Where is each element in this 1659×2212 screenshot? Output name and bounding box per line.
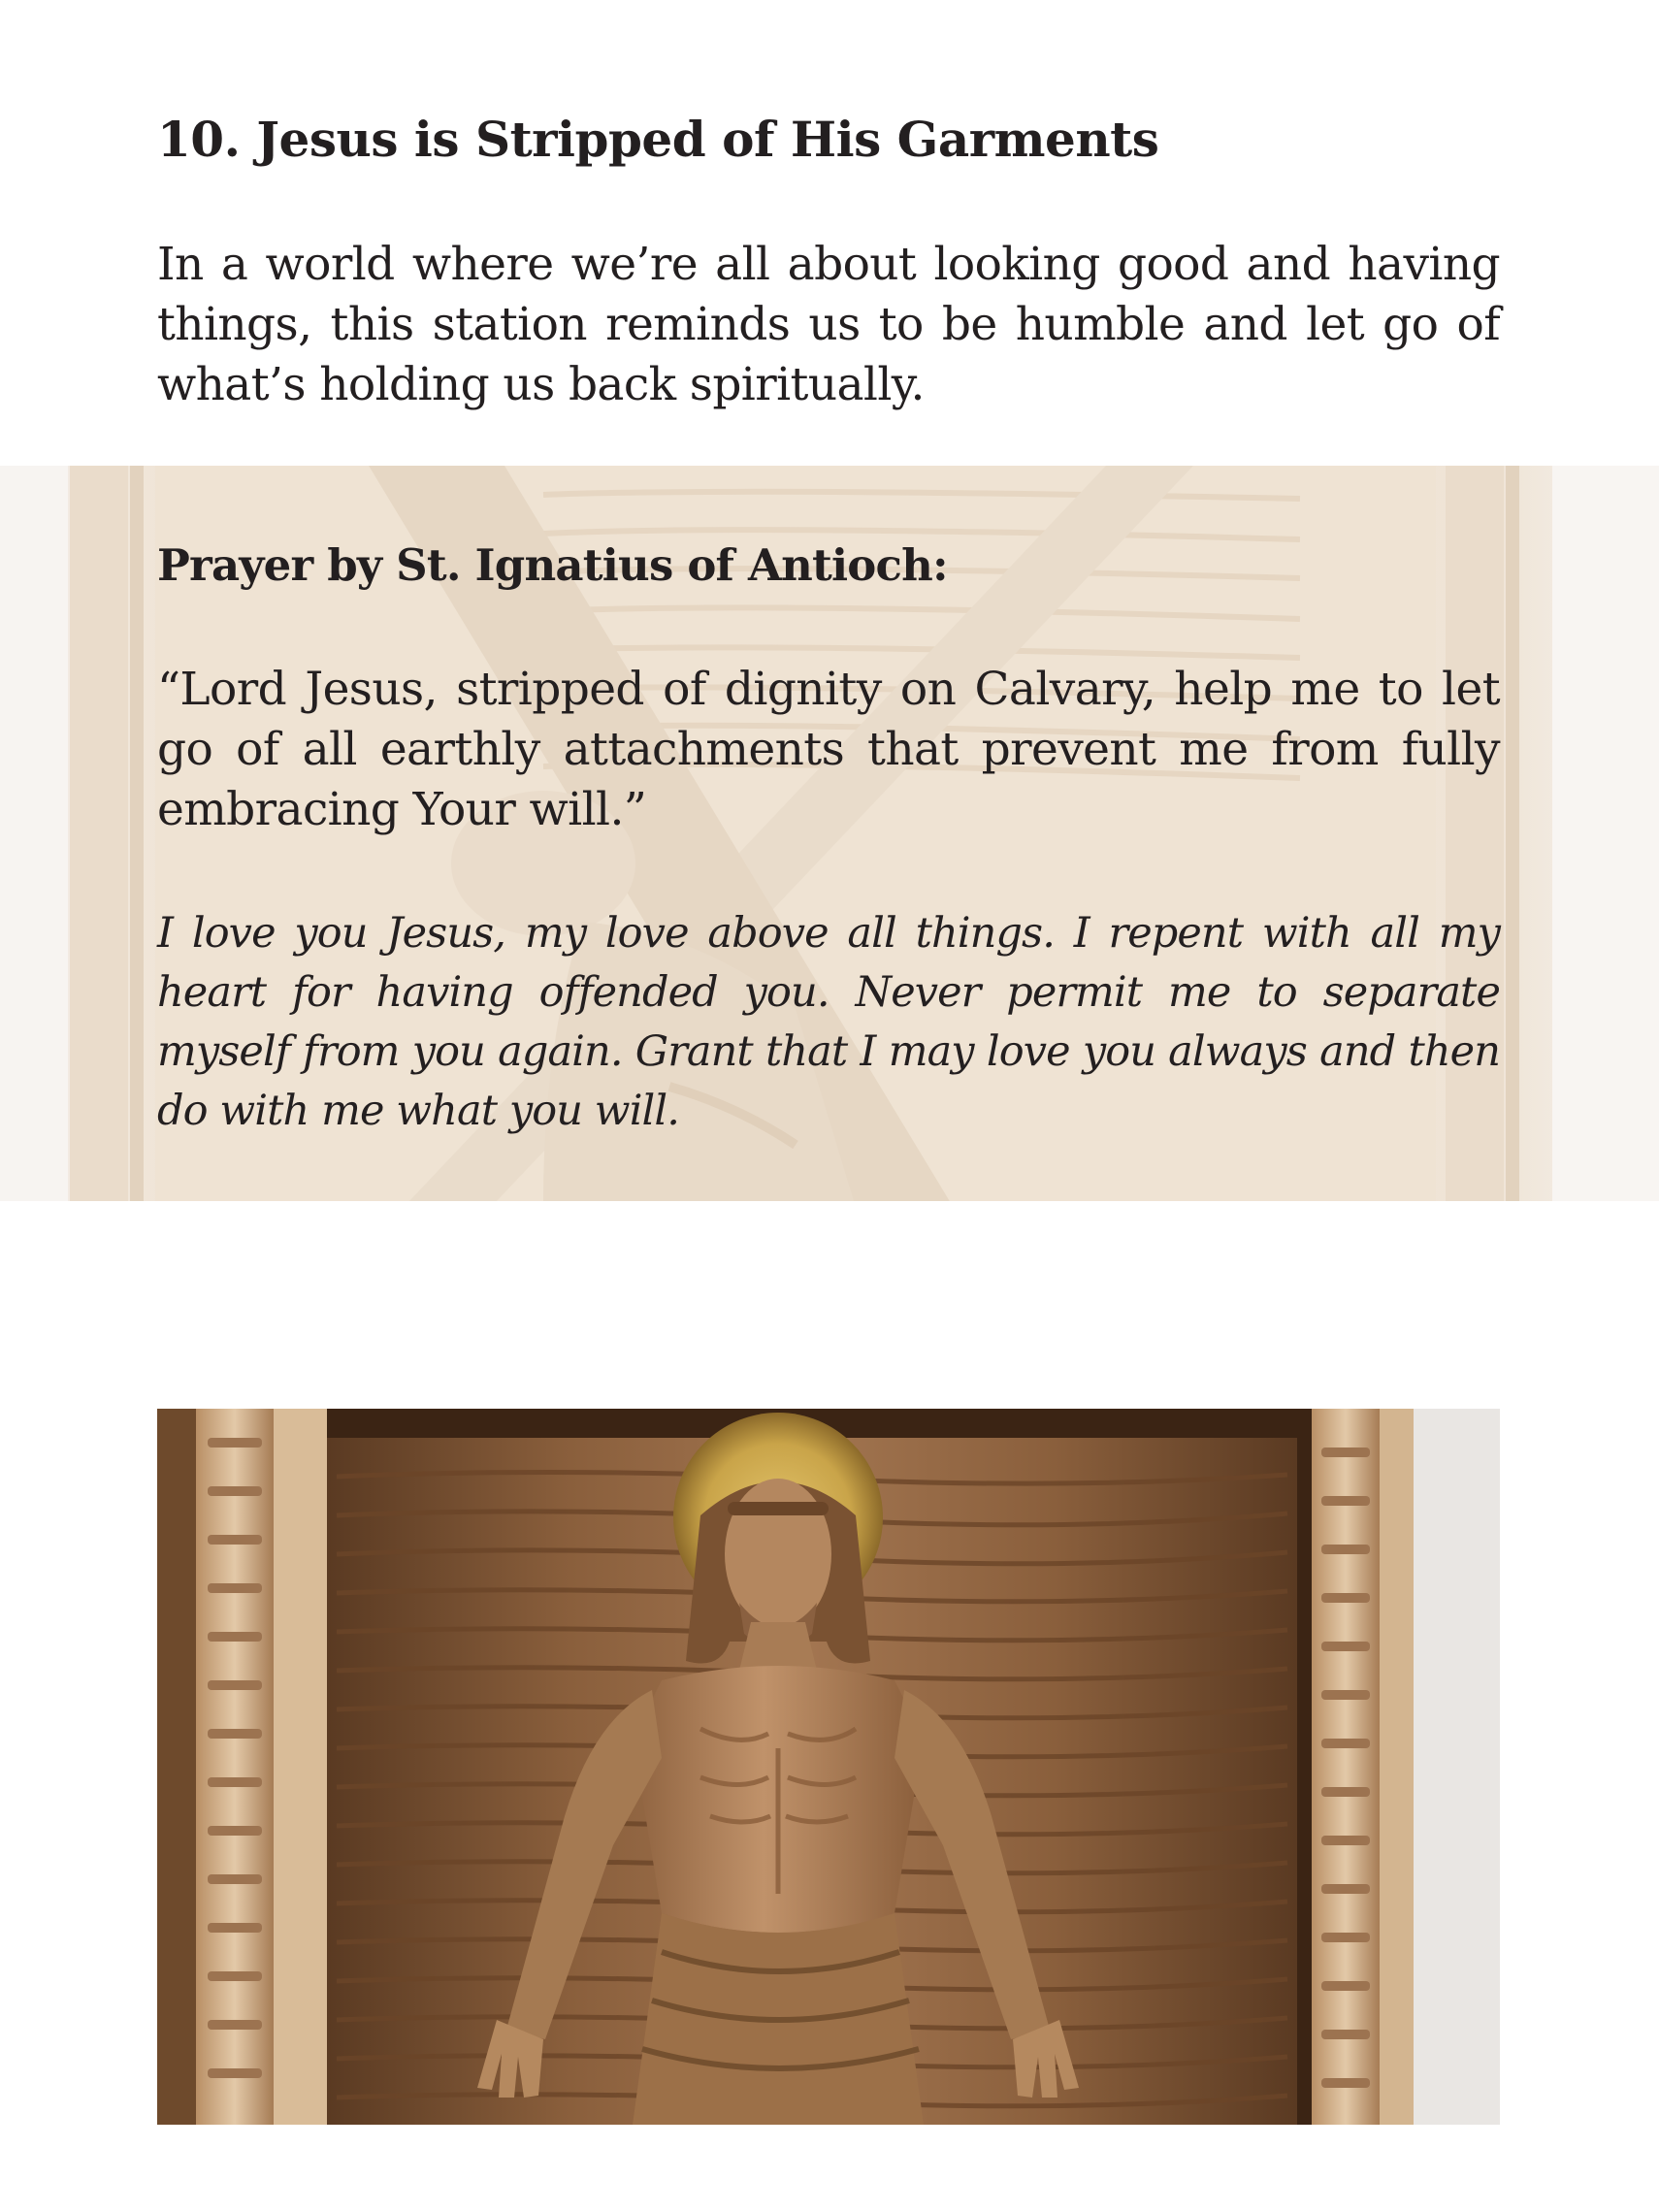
station-relief-image — [157, 1409, 1500, 2125]
prayer-panel — [0, 466, 1659, 1201]
act-of-love-prayer: I love you Jesus, my love above all things. I repent with all my heart for having offended you. Never permit me to separate myself from you again. Grant that I may love you always and then do with me what you will. — [157, 909, 1500, 1135]
jesus-relief-illustration — [157, 1409, 1500, 2125]
prayer-heading: Prayer by St. Ignatius of Antioch: — [157, 539, 948, 591]
page-title: 10. Jesus is Stripped of His Garments — [157, 111, 1159, 168]
prayer-quote: “Lord Jesus, stripped of dignity on Calvary, help me to let go of all earthly attachments that prevent me from fully embracing Your will.” — [157, 663, 1500, 836]
intro-paragraph: In a world where we’re all about looking good and having things, this station reminds us to be humble and let go of what’s holding us back spiritually. — [157, 238, 1500, 411]
